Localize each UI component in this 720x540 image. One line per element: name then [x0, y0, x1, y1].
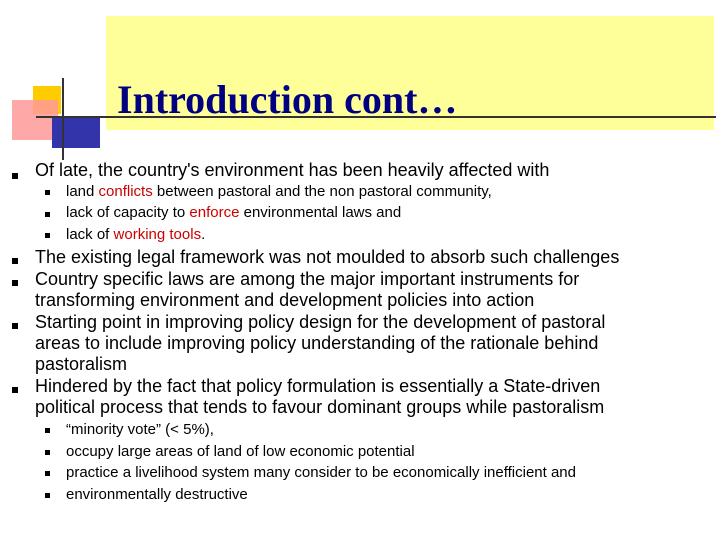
- sub-bullet-item: land conflicts between pastoral and the non pastoral community,: [66, 183, 492, 200]
- bullet-icon: [12, 258, 18, 264]
- bullet-item: Country specific laws are among the major important instruments for: [35, 269, 580, 289]
- bullet-icon: [45, 450, 50, 455]
- bullet-icon: [12, 280, 18, 286]
- bullet-icon: [45, 212, 50, 217]
- bullet-item-continuation: transforming environment and development policies into action: [35, 290, 535, 310]
- slide-title: Introduction cont…: [117, 77, 458, 122]
- bullet-icon: [45, 428, 50, 433]
- bullet-item: The existing legal framework was not moulded to absorb such challenges: [35, 247, 620, 267]
- bullet-icon: [12, 323, 18, 329]
- bullet-item: Hindered by the fact that policy formulation is essentially a State-driven: [35, 376, 601, 396]
- bullet-item-continuation: areas to include improving policy understanding of the rationale behind: [35, 333, 599, 353]
- sub-bullet-item: lack of working tools.: [66, 226, 206, 243]
- bullet-icon: [45, 493, 50, 498]
- bullet-item-continuation: political process that tends to favour dominant groups while pastoralism: [35, 397, 605, 417]
- bullet-icon: [45, 190, 50, 195]
- sub-bullet-item: “minority vote” (< 5%),: [66, 421, 214, 438]
- sub-bullet-item: occupy large areas of land of low economic potential: [66, 443, 415, 460]
- sub-bullet-item: environmentally destructive: [66, 486, 248, 503]
- sub-bullet-item: lack of capacity to enforce environmental laws and: [66, 204, 402, 221]
- sub-bullet-item: practice a livelihood system many consider to be economically inefficient and: [66, 464, 576, 481]
- bullet-item: Of late, the country's environment has been heavily affected with: [35, 160, 550, 180]
- bullet-icon: [12, 387, 18, 393]
- bullet-icon: [45, 471, 50, 476]
- deco-blue-square: [52, 118, 100, 148]
- bullet-icon: [12, 173, 18, 179]
- bullet-icon: [45, 233, 50, 238]
- bullet-item-continuation: pastoralism: [35, 354, 128, 374]
- bullet-item: Starting point in improving policy design for the development of pastoral: [35, 312, 606, 332]
- deco-vertical-line: [62, 78, 64, 160]
